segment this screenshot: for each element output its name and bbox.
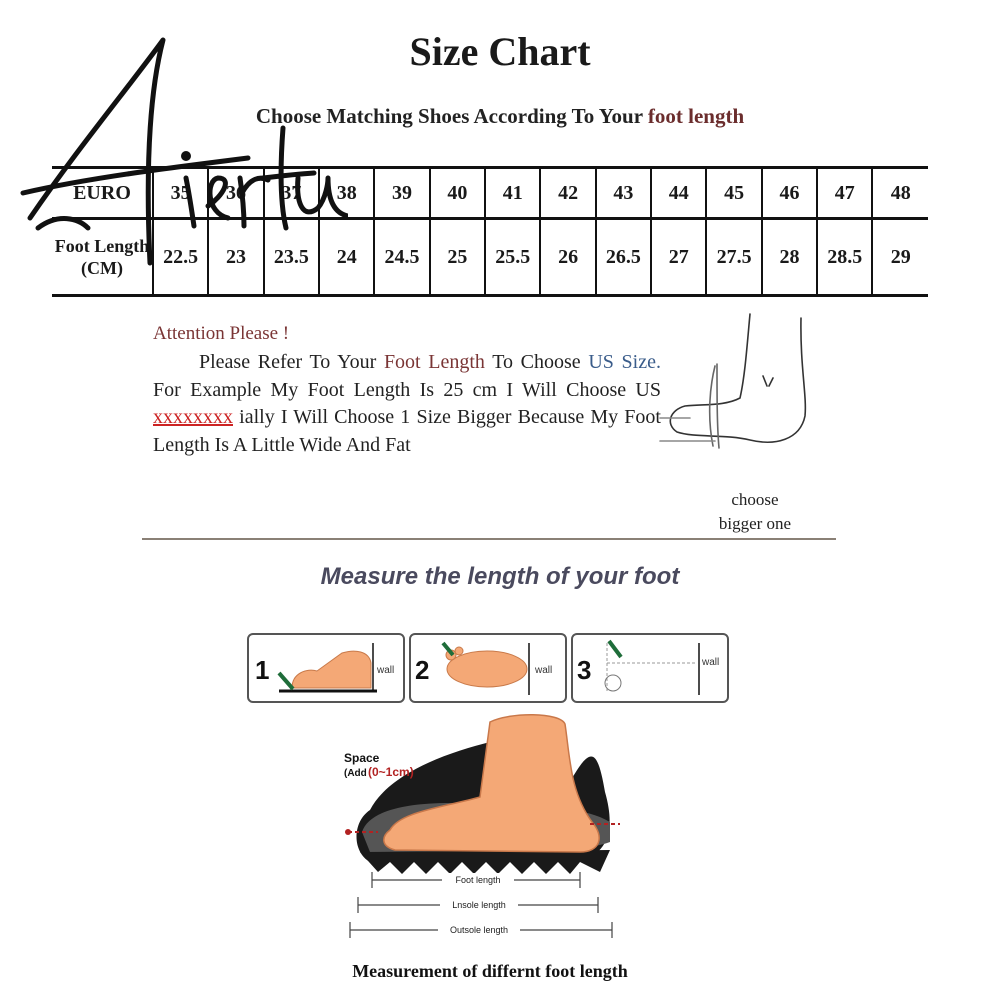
euro-size-cell: 47 <box>817 168 872 219</box>
attention-paragraph: Please Refer To Your Foot Length To Choose US Size. For Example My Foot Length Is 25 cm I Will Choose US xxxxxxxx ially I Will Choose 1 Size Bigger Because My Foot Length Is A Little Wide And Fat <box>153 351 661 456</box>
foot-length-cell: 22.5 <box>153 219 208 296</box>
outsole-length-label: Outsole length <box>449 925 509 935</box>
row-label-foot-length: Foot Length (CM) <box>52 219 153 296</box>
foot-length-cell: 23 <box>208 219 263 296</box>
step-2-number: 2 <box>415 655 430 685</box>
foot-length-label: Foot length <box>455 875 501 885</box>
step-2-wall-label: wall <box>535 665 553 676</box>
foot-sketch-illustration <box>655 306 845 486</box>
euro-size-cell: 45 <box>706 168 761 219</box>
step-1-number: 1 <box>255 655 270 685</box>
euro-size-cell: 42 <box>540 168 595 219</box>
euro-size-cell: 39 <box>374 168 429 219</box>
euro-size-cell: 48 <box>872 168 928 219</box>
section-divider <box>142 538 836 540</box>
foot-length-cell: 24.5 <box>374 219 429 296</box>
row-label-euro: EURO <box>52 168 153 219</box>
step-2 <box>410 634 566 702</box>
step-3-wall-label: wall <box>702 657 720 668</box>
step-1 <box>248 634 404 702</box>
space-label: Space <box>344 751 380 765</box>
foot-length-highlight: Foot Length <box>383 351 485 373</box>
euro-size-cell: 37 <box>264 168 319 219</box>
us-size-highlight: US Size. <box>588 351 661 373</box>
step-1-wall-label: wall <box>377 665 395 676</box>
page-title: Size Chart <box>409 29 591 74</box>
euro-size-cell: 46 <box>762 168 817 219</box>
shoe-length-diagram <box>330 712 630 957</box>
add-prefix-label: (Add <box>344 768 367 779</box>
measure-heading: Measure the length of your foot <box>320 563 680 590</box>
subtitle-text: Choose Matching Shoes According To Your <box>255 104 648 128</box>
foot-length-cell: 23.5 <box>264 219 319 296</box>
foot-length-cell: 27 <box>651 219 706 296</box>
foot-length-cell: 25.5 <box>485 219 540 296</box>
size-placeholder: xxxxxxxx <box>153 406 233 428</box>
foot-length-cell: 24 <box>319 219 374 296</box>
euro-size-cell: 38 <box>319 168 374 219</box>
measurement-steps-panel <box>247 633 729 703</box>
euro-size-cell: 44 <box>651 168 706 219</box>
step-3 <box>572 634 728 702</box>
subtitle-highlight: foot length <box>647 104 745 128</box>
attention-heading: Attention Please ! <box>153 323 290 344</box>
euro-size-cell: 43 <box>596 168 651 219</box>
euro-size-cell: 41 <box>485 168 540 219</box>
add-range-label: (0~1cm) <box>368 765 414 779</box>
euro-size-cell: 36 <box>208 168 263 219</box>
foot-length-cell: 28.5 <box>817 219 872 296</box>
foot-length-cell: 25 <box>430 219 485 296</box>
insole-length-label: Lnsole length <box>452 900 506 910</box>
choose-bigger-note: choose bigger one <box>718 490 792 533</box>
foot-length-cell: 27.5 <box>706 219 761 296</box>
foot-length-cell: 26.5 <box>596 219 651 296</box>
foot-length-cell: 29 <box>872 219 928 296</box>
brand-logo-watermark <box>18 28 348 278</box>
foot-length-cell: 26 <box>540 219 595 296</box>
step-3-number: 3 <box>577 655 592 685</box>
diagram-caption: Measurement of differnt foot length <box>352 961 628 981</box>
euro-size-cell: 40 <box>430 168 485 219</box>
euro-size-cell: 35 <box>153 168 208 219</box>
foot-length-cell: 28 <box>762 219 817 296</box>
